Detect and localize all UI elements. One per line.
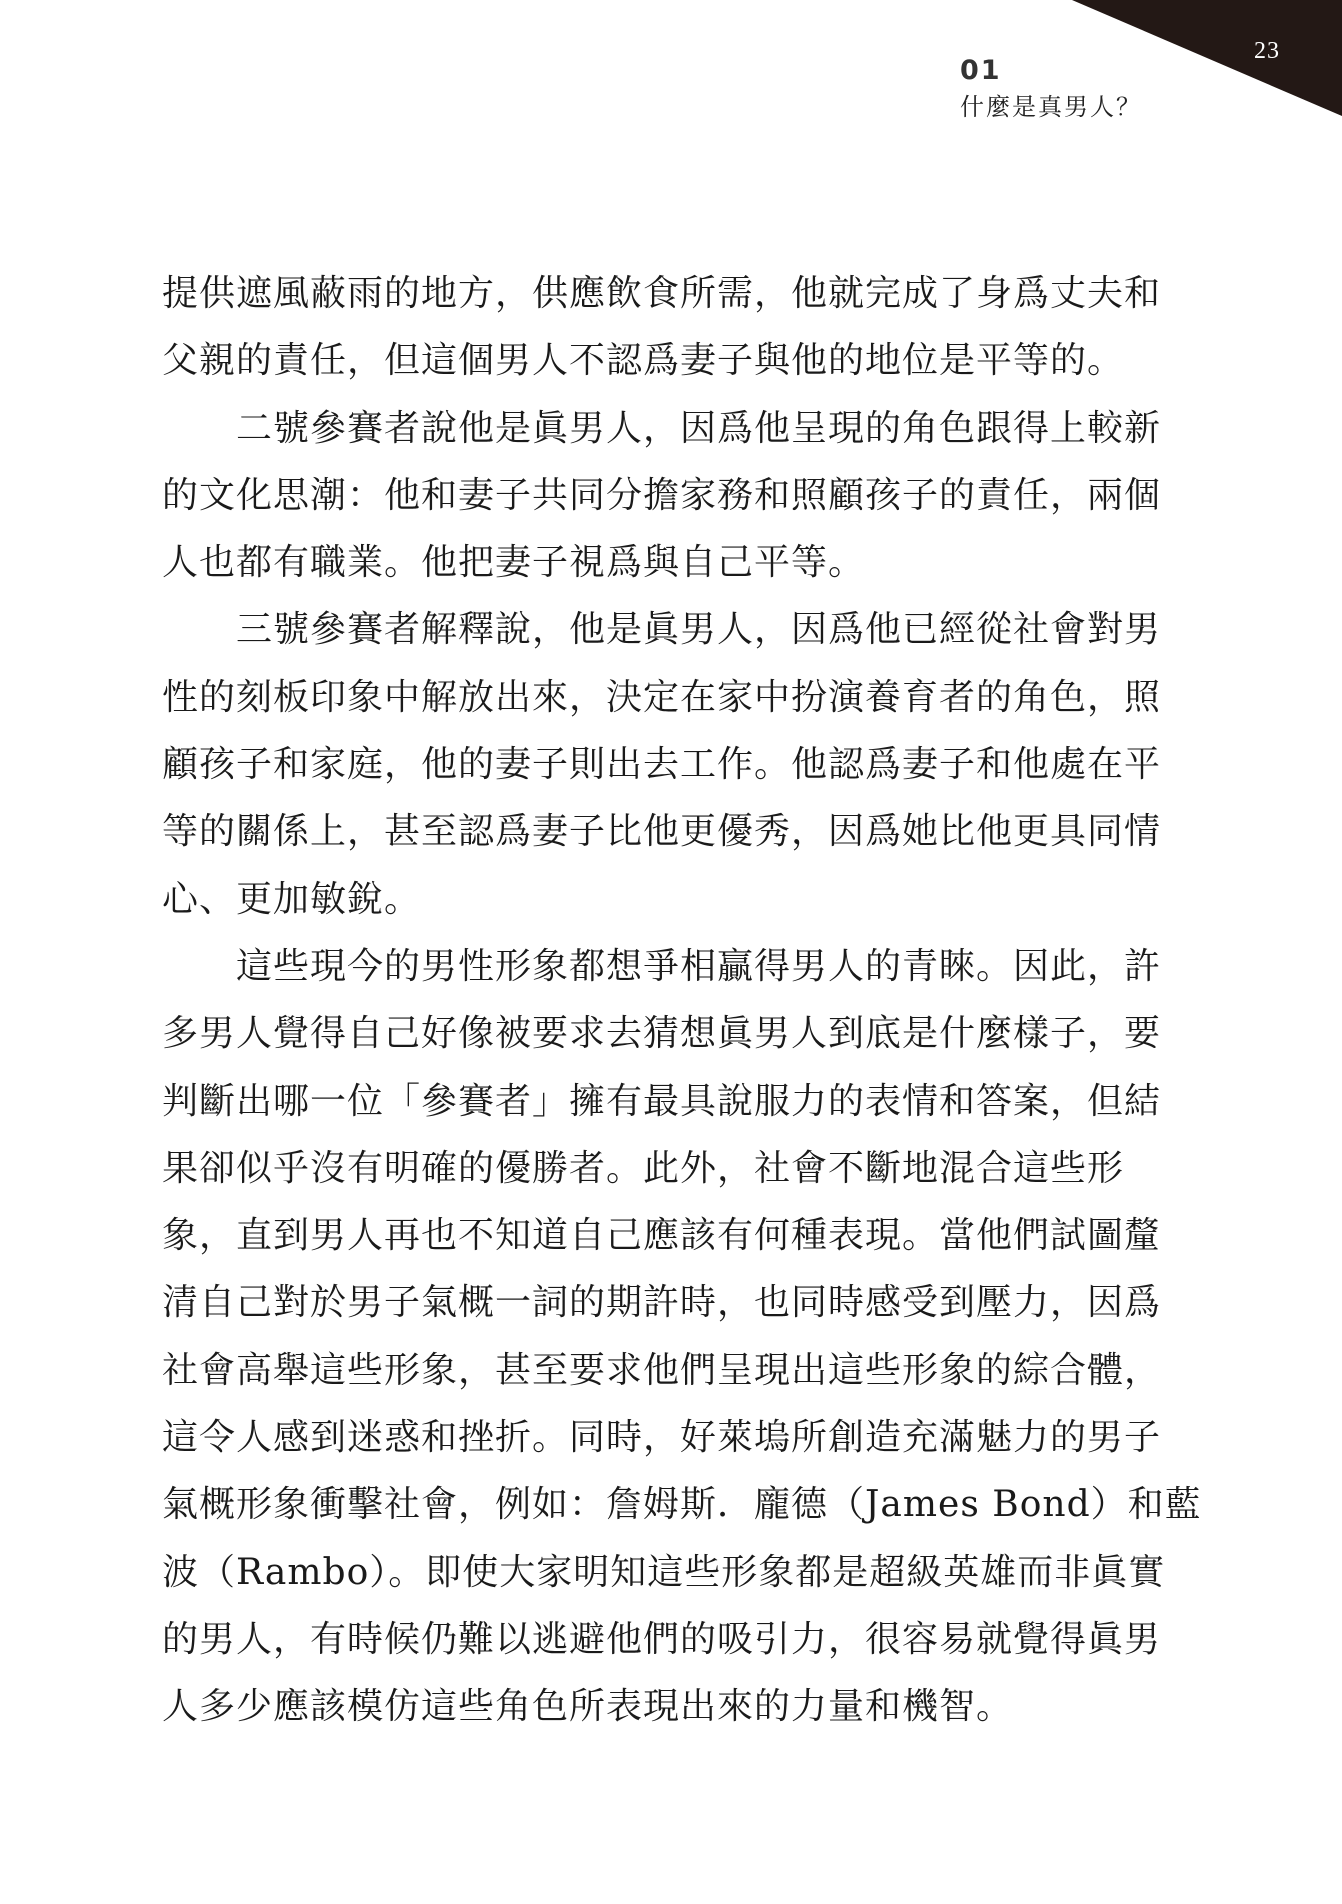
text-line: 果卻似乎沒有明確的優勝者。此外，社會不斷地混合這些形 (162, 1147, 1125, 1189)
text-line: 三號參賽者解釋說，他是眞男人，因爲他已經從社會對男 (236, 609, 1162, 651)
chapter-title: 什麼是真男人？ (960, 93, 1142, 121)
text-line: 象，直到男人再也不知道自己應該有何種表現。當他們試圖釐 (162, 1215, 1162, 1257)
text-line: 人多少應該模仿這些角色所表現出來的力量和機智。 (162, 1686, 1014, 1728)
text-line: 社會高舉這些形象，甚至要求他們呈現出這些形象的綜合體， (162, 1349, 1162, 1391)
text-line: 氣概形象衝擊社會，例如：詹姆斯．龐德（James Bond）和藍 (162, 1484, 1202, 1526)
text-line: 波（Rambo）。即使大家明知這些形象都是超級英雄而非眞實 (162, 1551, 1166, 1593)
text-line: 判斷出哪一位「參賽者」擁有最具說服力的表情和答案，但結 (162, 1080, 1162, 1122)
text-line: 二號參賽者說他是眞男人，因爲他呈現的角色跟得上較新 (236, 407, 1162, 449)
text-line: 清自己對於男子氣概一詞的期許時，也同時感受到壓力，因爲 (162, 1282, 1162, 1324)
page-number: 23 (1254, 38, 1280, 64)
text-line: 的男人，有時候仍難以逃避他們的吸引力，很容易就覺得眞男 (162, 1618, 1162, 1660)
text-line: 父親的責任，但這個男人不認爲妻子與他的地位是平等的。 (162, 340, 1125, 382)
text-line: 多男人覺得自己好像被要求去猜想眞男人到底是什麼樣子，要 (162, 1013, 1162, 1055)
text-line: 人也都有職業。他把妻子視爲與自己平等。 (162, 542, 866, 584)
text-line: 性的刻板印象中解放出來，決定在家中扮演養育者的角色，照 (162, 676, 1162, 718)
text-line: 這令人感到迷惑和挫折。同時，好萊塢所創造充滿魅力的男子 (162, 1417, 1162, 1459)
text-line: 心、更加敏銳。 (162, 878, 422, 920)
text-line: 的文化思潮：他和妻子共同分擔家務和照顧孩子的責任，兩個 (162, 474, 1162, 516)
text-line: 等的關係上，甚至認爲妻子比他更優秀，因爲她比他更具同情 (162, 811, 1162, 853)
text-line: 這些現今的男性形象都想爭相贏得男人的青睞。因此，許 (236, 945, 1162, 987)
text-line: 提供遮風蔽雨的地方，供應飲食所需，他就完成了身爲丈夫和 (162, 273, 1162, 314)
chapter-number: 01 (960, 55, 1002, 86)
body-text (162, 260, 1202, 1741)
text-line: 顧孩子和家庭，他的妻子則出去工作。他認爲妻子和他處在平 (162, 744, 1162, 786)
